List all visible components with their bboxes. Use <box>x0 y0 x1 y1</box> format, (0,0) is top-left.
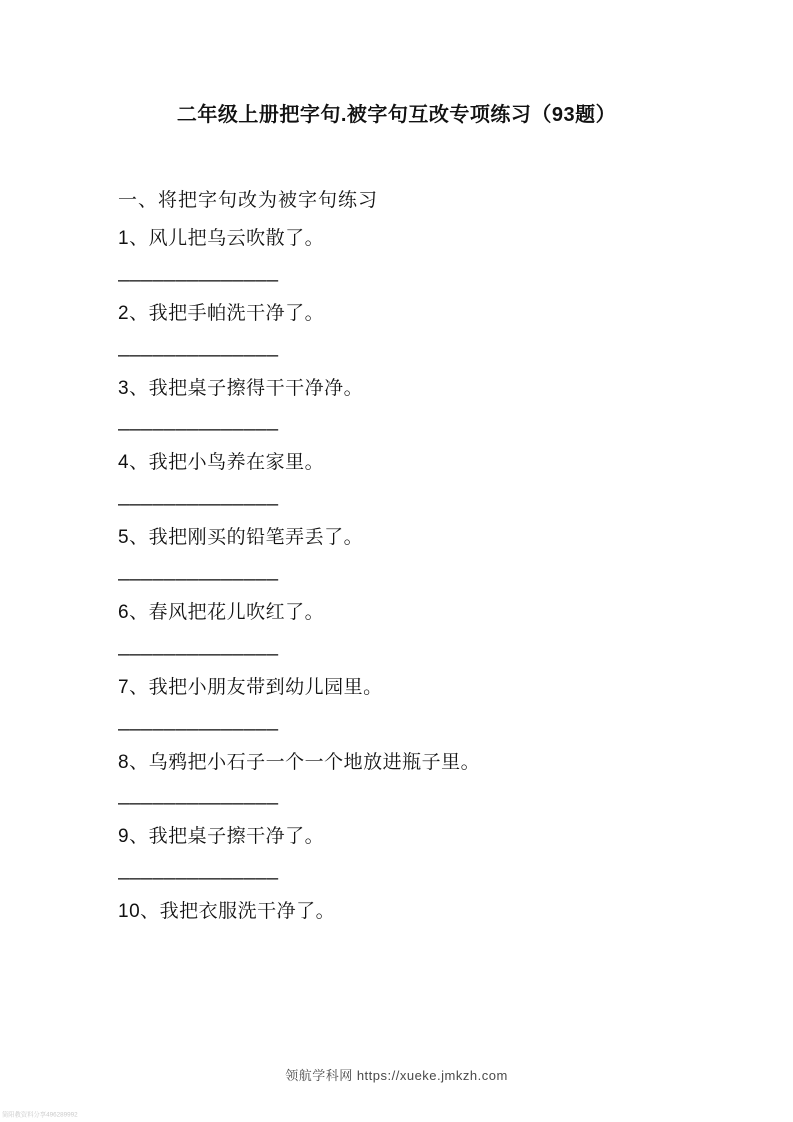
question-block <box>118 752 718 817</box>
footer-watermark: 领航学科网 https://xueke.jmkzh.com <box>285 1068 508 1083</box>
question-item: 8、乌鸦把小石子一个一个地放进瓶子里。 <box>118 751 481 773</box>
question-item: 7、我把小朋友带到幼儿园里。 <box>118 676 383 698</box>
question-block <box>118 228 718 293</box>
question-item: 3、我把桌子擦得干干净净。 <box>118 377 364 399</box>
question-block <box>118 527 718 592</box>
corner-watermark: 简阳教资料分享496289992 <box>2 1111 78 1119</box>
answer-line[interactable]: —————————————— <box>118 792 279 815</box>
answer-line[interactable]: —————————————— <box>118 717 279 740</box>
exercise-body <box>118 185 718 934</box>
question-block <box>118 826 718 891</box>
question-block <box>118 677 718 742</box>
question-block <box>118 602 718 667</box>
answer-line[interactable]: —————————————— <box>118 343 279 366</box>
question-item: 9、我把桌子擦干净了。 <box>118 826 325 848</box>
question-item: 6、春风把花儿吹红了。 <box>118 601 325 623</box>
question-block <box>118 378 718 443</box>
question-item: 1、风儿把乌云吹散了。 <box>118 228 325 249</box>
question-item: 10、我把衣服洗干净了。 <box>118 901 336 923</box>
question-item: 5、我把刚买的铅笔弄丢了。 <box>118 527 364 549</box>
answer-line[interactable]: —————————————— <box>118 567 279 590</box>
answer-line[interactable]: —————————————— <box>118 418 279 441</box>
question-block <box>118 901 718 924</box>
question-block <box>118 303 718 368</box>
answer-line[interactable]: —————————————— <box>118 493 279 516</box>
answer-line[interactable]: —————————————— <box>118 268 279 291</box>
question-item: 4、我把小鸟养在家里。 <box>118 452 325 474</box>
question-item: 2、我把手帕洗干净了。 <box>118 302 325 324</box>
answer-line[interactable]: —————————————— <box>118 867 279 890</box>
answer-line[interactable]: —————————————— <box>118 642 279 665</box>
question-block <box>118 452 718 517</box>
section-heading: 一、将把字句改为被字句练习 <box>118 190 379 211</box>
page-title: 二年级上册把字句.被字句互改专项练习（93题） <box>176 104 617 126</box>
